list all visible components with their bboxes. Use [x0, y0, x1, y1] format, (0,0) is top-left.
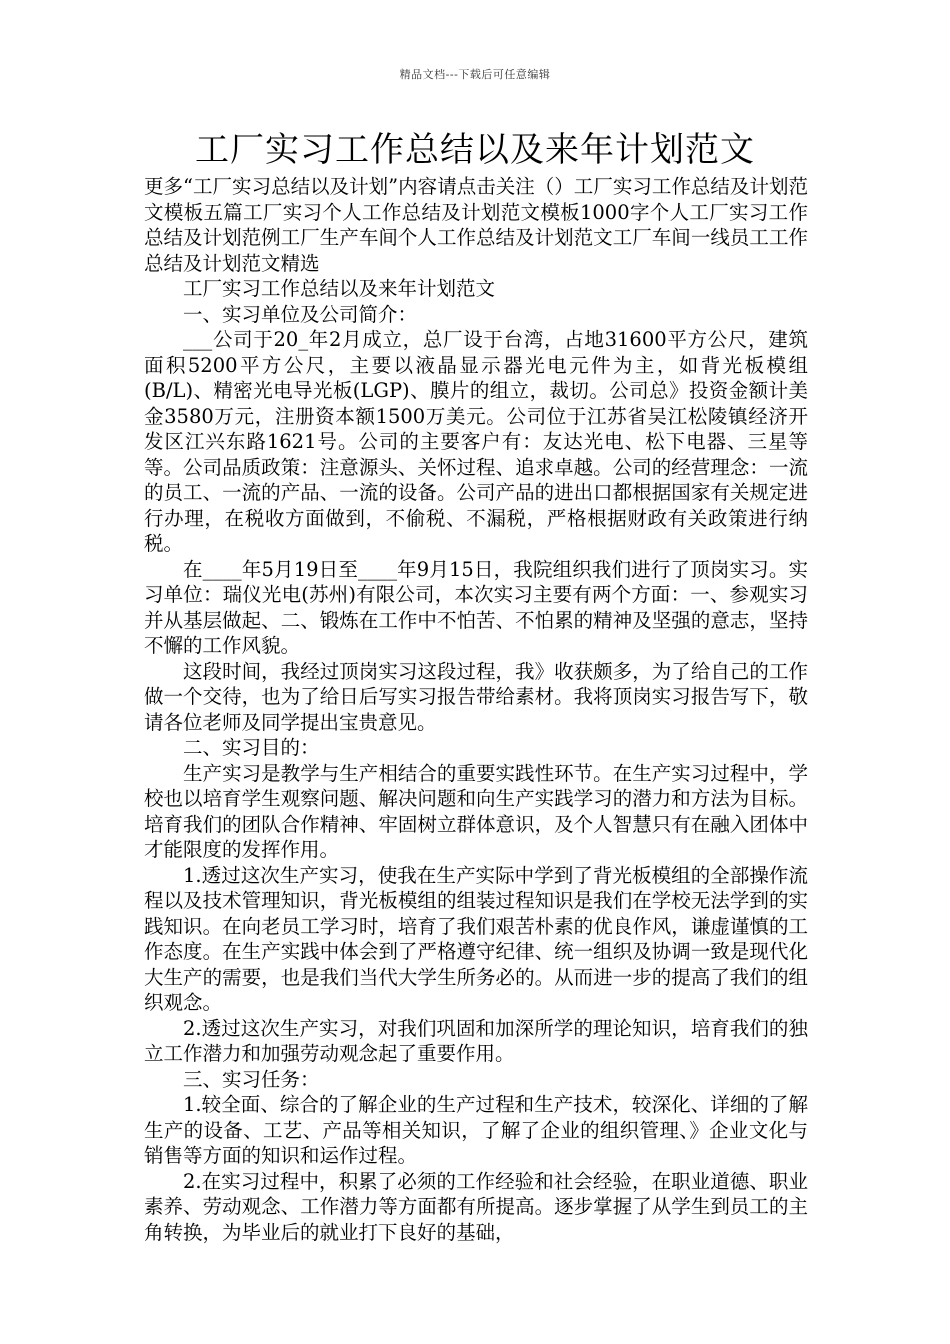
intro-paragraph: 更多“工厂实习总结以及计划”内容请点击关注（）工厂实习工作总结及计划范文模板五篇工厂实习个人工作总结及计划范文模板1000字个人工厂实习工作总结及计划范例工厂生产车间个人工作总结及计划范文工厂车间一线员工工作总结及计划范文精选 — [144, 175, 808, 275]
document-body — [144, 174, 808, 1245]
purpose-item-2: 2.透过这次生产实习，对我们巩固和加深所学的理论知识，培育我们的独立工作潜力和加强劳动观念起了重要作用。 — [144, 1016, 808, 1065]
purpose-item-1: 1.透过这次生产实习，使我在生产实际中学到了背光板模组的全部操作流程以及技术管理知识，背光板模组的组装过程知识是我们在学校无法学到的实践知识。在向老员工学习时，培育了我们艰苦朴素的优良作风，谦虚谨慎的工作态度。在生产实践中体会到了严格遵守纪律、统一组织及协调一致是现代化大生产的需要，也是我们当代大学生所务必的。从而进一步的提高了我们的组织观念。 — [144, 863, 808, 1014]
section-heading-1: 一、实习单位及公司简介： — [183, 302, 418, 326]
task-item-2: 2.在实习过程中，积累了必须的工作经验和社会经验，在职业道德、职业素养、劳动观念、工作潜力等方面都有所提高。逐步掌握了从学生到员工的主角转换，为毕业后的就业打下良好的基础， — [144, 1169, 808, 1244]
subtitle-paragraph: 工厂实习工作总结以及来年计划范文 — [183, 277, 496, 300]
task-item-1: 1.较全面、综合的了解企业的生产过程和生产技术，较深化、详细的了解生产的设备、工艺、产品等相关知识，了解了企业的组织管理、》企业文化与销售等方面的知识和运作过程。 — [144, 1093, 808, 1167]
document-title: 工厂实习工作总结以及来年计划范文 — [195, 130, 755, 170]
section-heading-2: 二、实习目的： — [183, 736, 320, 759]
reflection-paragraph: 这段时间，我经过顶岗实习这段过程，我》收获颇多，为了给自己的工作做一个交待，也为了给日后写实习报告带给素材。我将顶岗实习报告写下，敬请各位老师及同学提出宝贵意见。 — [144, 659, 808, 734]
internship-period-paragraph: 在____年5月19日至____年9月15日，我院组织我们进行了顶岗实习。实习单位：瑞仪光电(苏州)有限公司，本次实习主要有两个方面：一、参观实习并从基层做起、二、锻炼在工作中不怕苦、不怕累的精神及坚强的意志，坚持不懈的工作风貌。 — [144, 557, 808, 657]
purpose-paragraph: 生产实习是教学与生产相结合的重要实践性环节。在生产实习过程中，学校也以培育学生观察问题、解决问题和向生产实践学习的潜力和方法为目标。培育我们的团队合作精神、牢固树立群体意识，及个人智慧只有在融入团体中才能限度的发挥作用。 — [144, 761, 808, 861]
company-intro-paragraph: ___公司于20_年2月成立，总厂设于台湾，占地31600平方公尺，建筑面积5200平方公尺，主要以液晶显示器光电元件为主，如背光板模组(B/L)、精密光电导光板(LGP)、膜片的组立，裁切。公司总》投资金额计美金3580万元，注册资本额1500万美元。公司位于江苏省吴江松陵镇经济开发区江兴东路1621号。公司的主要客户有：友达光电、松下电器、三星等等。公司品质政策：注意源头、关怀过程、追求卓越。公司的经营理念：一流的员工、一流的产品、一流的设备。公司产品的进出口都根据国家有关规定进行办理，在税收方面做到，不偷税、不漏税，严格根据财政有关政策进行纳税。 — [144, 328, 808, 555]
section-heading-3: 三、实习任务： — [183, 1067, 320, 1091]
page-header-note: 精品文档---下载后可任意编辑 — [399, 68, 551, 81]
